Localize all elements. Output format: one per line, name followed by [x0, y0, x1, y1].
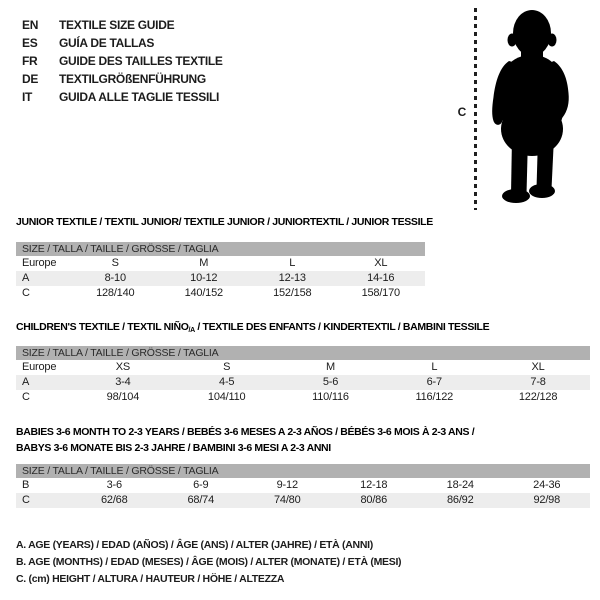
height-cell: 122/128 [518, 391, 558, 403]
junior-size-table [16, 242, 425, 301]
height-cell: 152/158 [273, 287, 312, 299]
table-row-age [16, 375, 590, 390]
size-cell: XS [115, 361, 131, 373]
legend-line-c: C. (cm) HEIGHT / ALTURA / HAUTEUR / HÖHE / ALTEZZA [16, 573, 285, 585]
height-cell: 68/74 [187, 494, 215, 506]
lang-code: EN [22, 18, 39, 32]
age-cell: 7-8 [530, 376, 546, 388]
measurement-legend [16, 537, 401, 588]
row-label: B [22, 479, 30, 491]
lang-row-it [22, 88, 223, 106]
row-label: C [22, 391, 30, 403]
height-cell: 92/98 [533, 494, 561, 506]
age-cell: 6-9 [193, 479, 209, 491]
height-cell: 116/122 [415, 391, 454, 403]
children-section-title [16, 321, 489, 334]
height-cell: 140/152 [184, 287, 223, 299]
age-cell: 12-18 [360, 479, 388, 491]
lang-code: DE [22, 72, 39, 86]
legend-line-b: B. AGE (MONTHS) / EDAD (MESES) / ÂGE (MOIS) / ALTER (MONATE) / ETÀ (MESI) [16, 556, 402, 568]
language-header [22, 16, 223, 106]
lang-row-fr [22, 52, 223, 70]
size-cell: M [326, 361, 335, 373]
size-header-bar: SIZE / TALLA / TAILLE / GRÖSSE / TAGLIA [16, 242, 425, 256]
table-row-age [16, 271, 425, 286]
children-title-main: CHILDREN'S TEXTILE / TEXTIL NIÑO [16, 321, 189, 333]
row-label: A [22, 272, 30, 284]
age-cell: 8-10 [104, 272, 126, 284]
junior-section-title: JUNIOR TEXTILE / TEXTIL JUNIOR/ TEXTILE JUNIOR / JUNIORTEXTIL / JUNIOR TESSILE [16, 216, 433, 228]
lang-code: IT [22, 90, 33, 104]
size-header-bar: SIZE / TALLA / TAILLE / GRÖSSE / TAGLIA [16, 464, 590, 478]
age-cell: 3-4 [115, 376, 131, 388]
size-cell: M [199, 257, 209, 269]
size-cell: S [111, 257, 119, 269]
lang-row-de [22, 70, 223, 88]
lang-row-en [22, 16, 223, 34]
table-row-europe [16, 360, 590, 375]
size-cell: L [289, 257, 296, 269]
height-cell: 74/80 [273, 494, 301, 506]
age-cell: 12-13 [278, 272, 306, 284]
age-cell: 10-12 [190, 272, 218, 284]
table-row-height [16, 286, 425, 301]
lang-title: TEXTILE SIZE GUIDE [59, 18, 175, 32]
height-cell: 104/110 [207, 391, 246, 403]
size-cell: S [223, 361, 231, 373]
table-row-europe [16, 256, 425, 271]
toddler-silhouette-image [479, 5, 591, 209]
size-cell: XL [374, 257, 388, 269]
age-cell: 3-6 [106, 479, 122, 491]
babies-size-table [16, 464, 590, 508]
lang-title: GUÍA DE TALLAS [59, 36, 155, 50]
children-size-table [16, 346, 590, 405]
height-measure-label: C [457, 105, 467, 119]
children-title-rest: / TEXTILE DES ENFANTS / KINDERTEXTIL / BAMBINI TESSILE [194, 321, 490, 333]
table-row-height [16, 493, 590, 508]
size-cell: L [431, 361, 438, 373]
row-label: Europe [22, 257, 57, 269]
lang-code: ES [22, 36, 38, 50]
lang-title: GUIDE DES TAILLES TEXTILE [59, 54, 223, 68]
height-cell: 62/68 [100, 494, 128, 506]
children-title-sub: /A [188, 327, 195, 334]
height-cell: 110/116 [312, 391, 349, 403]
age-cell: 24-36 [533, 479, 561, 491]
height-cell: 158/170 [361, 287, 400, 299]
height-cell: 80/86 [360, 494, 388, 506]
height-cell: 86/92 [446, 494, 474, 506]
lang-row-es [22, 34, 223, 52]
age-cell: 5-6 [322, 376, 339, 388]
lang-title: TEXTILGRÖßENFÜHRUNG [59, 72, 206, 86]
height-cell: 128/140 [96, 287, 135, 299]
age-cell: 18-24 [446, 479, 474, 491]
row-label: Europe [22, 361, 57, 373]
lang-title: GUIDA ALLE TAGLIE TESSILI [59, 90, 220, 104]
height-cell: 98/104 [106, 391, 140, 403]
legend-line-a: A. AGE (YEARS) / EDAD (AÑOS) / ÂGE (ANS) / ALTER (JAHRE) / ETÀ (ANNI) [16, 539, 373, 551]
size-cell: XL [531, 361, 545, 373]
row-label: A [22, 376, 30, 388]
age-cell: 9-12 [276, 479, 298, 491]
babies-section-title-line1: BABIES 3-6 MONTH TO 2-3 YEARS / BEBÉS 3-6 MESES A 2-3 AÑOS / BÉBÉS 3-6 MOIS À 2-3 ANS / [16, 426, 475, 438]
row-label: C [22, 494, 30, 506]
row-label: C [22, 287, 30, 299]
lang-code: FR [22, 54, 38, 68]
age-cell: 4-5 [219, 376, 235, 388]
table-row-age-months [16, 478, 590, 493]
babies-section-title-line2: BABYS 3-6 MONATE BIS 2-3 JAHRE / BAMBINI 3-6 MESI A 2-3 ANNI [16, 442, 331, 454]
age-cell: 6-7 [426, 376, 442, 388]
size-header-bar: SIZE / TALLA / TAILLE / GRÖSSE / TAGLIA [16, 346, 590, 360]
age-cell: 14-16 [367, 272, 395, 284]
height-measure-dotted-line [474, 8, 477, 210]
table-row-height [16, 390, 590, 405]
